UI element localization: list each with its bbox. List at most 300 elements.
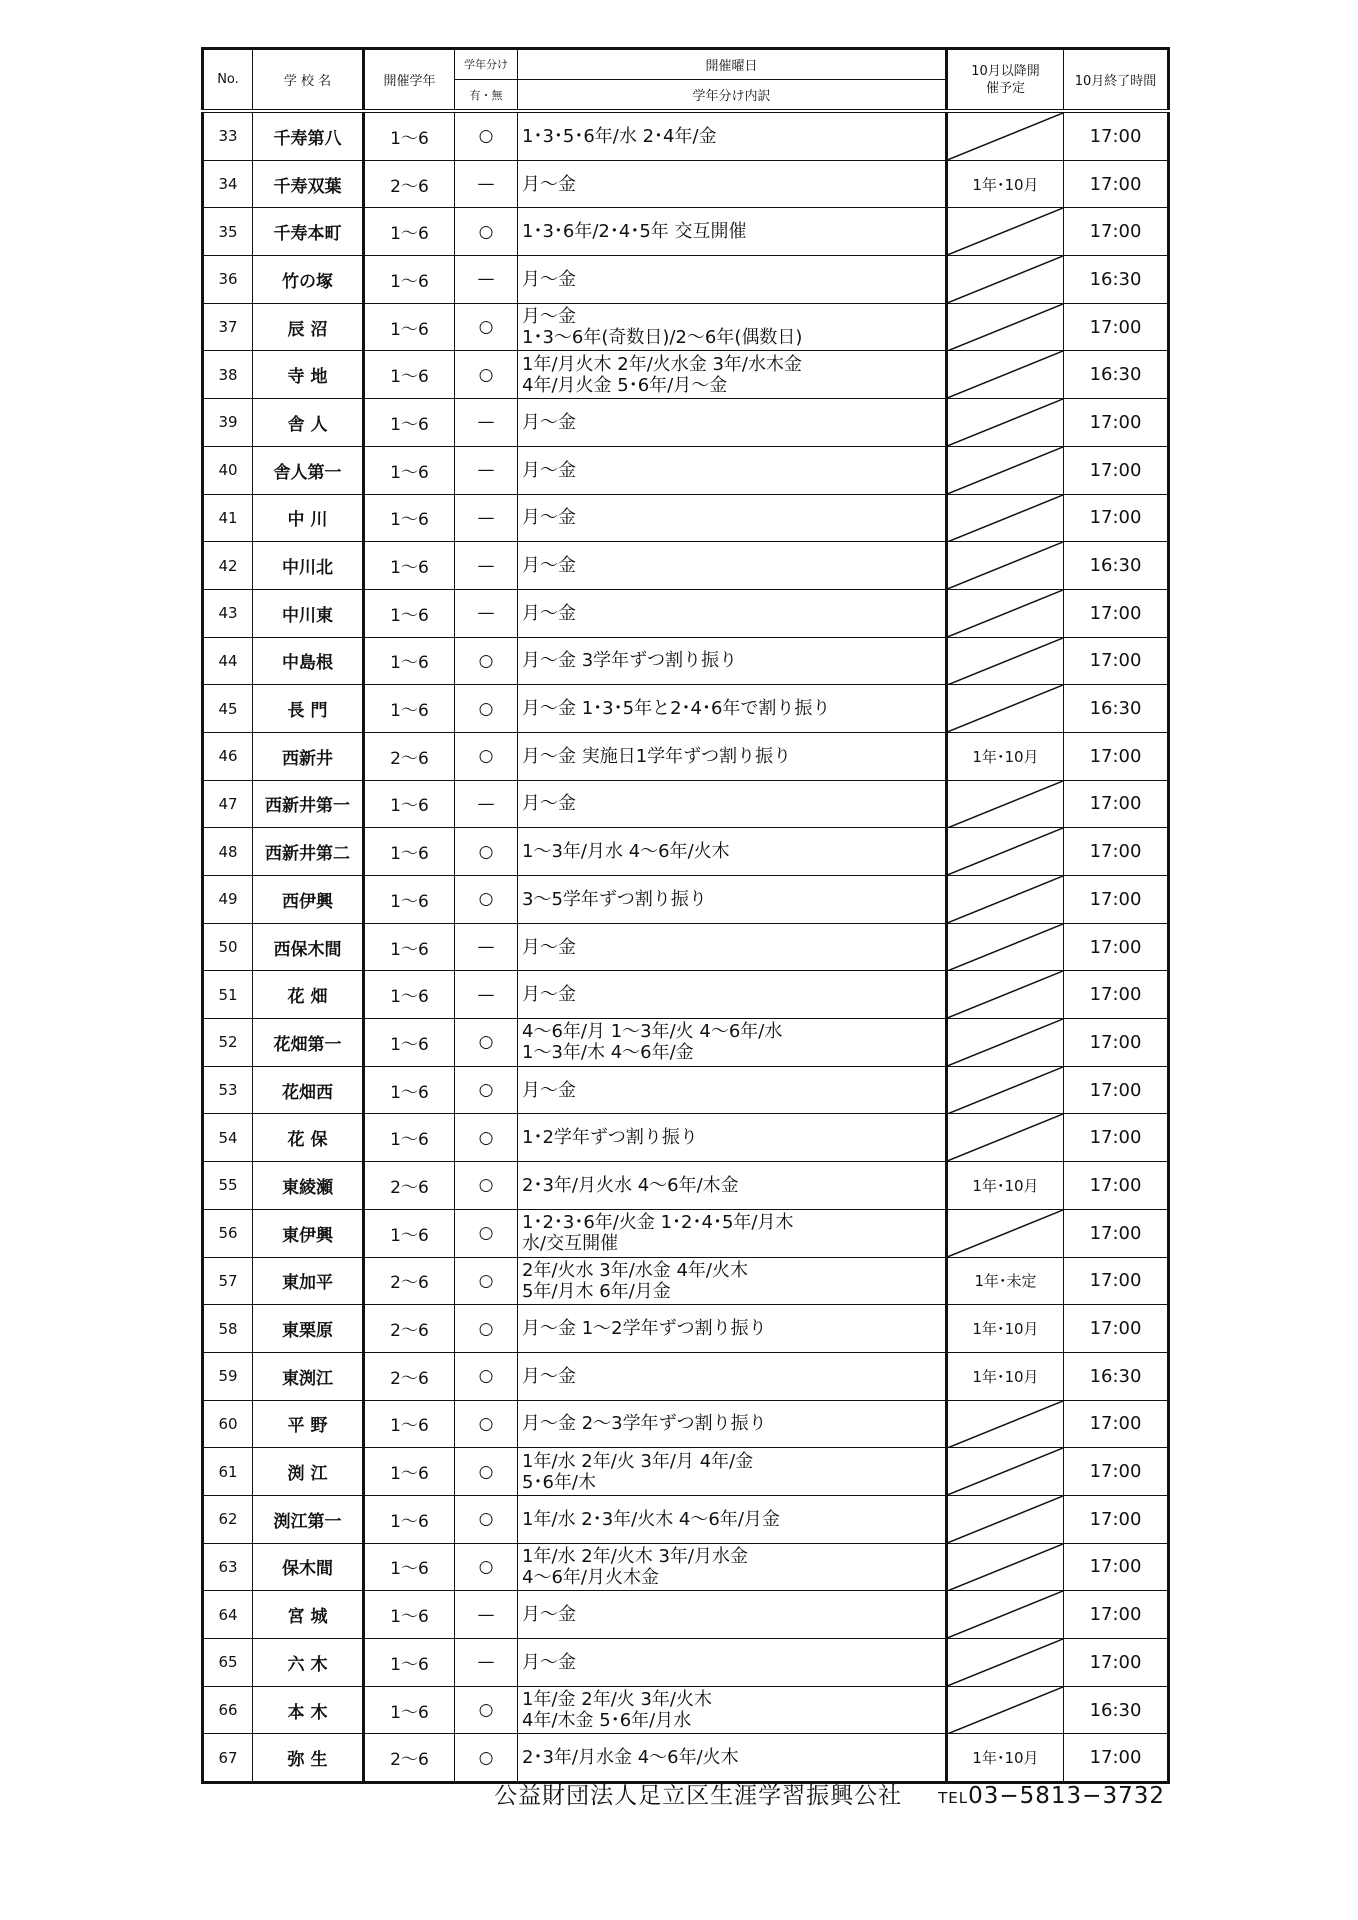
end-time: 17:00: [1064, 1543, 1169, 1591]
october-plan: [947, 351, 1064, 399]
october-plan: [947, 303, 1064, 351]
school-name: 本 木: [253, 1686, 364, 1734]
table-row: [203, 780, 1169, 828]
table-row: [203, 1257, 1169, 1305]
school-name: 中川東: [253, 589, 364, 637]
end-time: 17:00: [1064, 780, 1169, 828]
table-row: [203, 1734, 1169, 1783]
row-number: 50: [203, 923, 253, 971]
diagonal-slash: [948, 590, 1063, 637]
table-row: [203, 1352, 1169, 1400]
grade-split: —: [455, 542, 518, 590]
grade-range: 1〜6: [364, 1686, 455, 1734]
diagonal-slash: [948, 1114, 1063, 1161]
split-detail: 1年/水 2･3年/火木 4〜6年/月金: [518, 1495, 947, 1543]
end-time: 17:00: [1064, 1257, 1169, 1305]
diagonal-slash: [948, 495, 1063, 542]
end-time: 17:00: [1064, 111, 1169, 160]
school-name: 中島根: [253, 637, 364, 685]
october-plan: [947, 256, 1064, 304]
split-detail: 月〜金 1･3･5年と2･4･6年で割り振り: [518, 685, 947, 733]
split-detail: 1年/月火木 2年/火水金 3年/水木金 4年/月火金 5･6年/月〜金: [518, 351, 947, 399]
split-detail: 月〜金: [518, 923, 947, 971]
grade-range: 1〜6: [364, 589, 455, 637]
school-name: 竹の塚: [253, 256, 364, 304]
table-row: [203, 971, 1169, 1019]
grade-range: 1〜6: [364, 1495, 455, 1543]
school-name: 花畑第一: [253, 1019, 364, 1067]
footer-phone: 03−5813−3732: [968, 1783, 1165, 1809]
split-detail: 月〜金: [518, 399, 947, 447]
school-name: 寺 地: [253, 351, 364, 399]
end-time: 17:00: [1064, 1209, 1169, 1257]
school-name: 西新井: [253, 732, 364, 780]
split-detail: 月〜金 1〜2学年ずつ割り振り: [518, 1305, 947, 1353]
october-plan: [947, 876, 1064, 924]
october-plan: [947, 1019, 1064, 1067]
grade-split: ○: [455, 1734, 518, 1783]
end-time: 17:00: [1064, 1400, 1169, 1448]
diagonal-slash: [948, 1687, 1063, 1734]
october-plan: [947, 494, 1064, 542]
end-time: 16:30: [1064, 542, 1169, 590]
header-school: 学 校 名: [253, 49, 364, 112]
row-number: 47: [203, 780, 253, 828]
diagonal-slash: [948, 304, 1063, 351]
grade-range: 2〜6: [364, 1352, 455, 1400]
row-number: 48: [203, 828, 253, 876]
row-number: 39: [203, 399, 253, 447]
table-row: [203, 1066, 1169, 1114]
end-time: 17:00: [1064, 1591, 1169, 1639]
table-row: [203, 303, 1169, 351]
october-plan: [947, 637, 1064, 685]
october-plan: 1年･10月: [947, 1352, 1064, 1400]
row-number: 45: [203, 685, 253, 733]
school-name: 千寿本町: [253, 208, 364, 256]
header-split-yes-no: 有・無: [455, 80, 518, 112]
grade-range: 1〜6: [364, 780, 455, 828]
grade-split: ○: [455, 1019, 518, 1067]
grade-range: 1〜6: [364, 1639, 455, 1687]
school-name: 舎人第一: [253, 446, 364, 494]
table-row: [203, 1400, 1169, 1448]
table-row: [203, 1591, 1169, 1639]
end-time: 17:00: [1064, 446, 1169, 494]
grade-range: 1〜6: [364, 685, 455, 733]
header-split-detail: 学年分け内訳: [518, 80, 947, 112]
split-detail: 月〜金: [518, 160, 947, 208]
grade-split: ○: [455, 208, 518, 256]
table-row: [203, 923, 1169, 971]
table-row: [203, 1162, 1169, 1210]
diagonal-slash: [948, 1544, 1063, 1591]
school-name: 東伊興: [253, 1209, 364, 1257]
row-number: 42: [203, 542, 253, 590]
split-detail: 1年/水 2年/火 3年/月 4年/金 5･6年/木: [518, 1448, 947, 1496]
school-name: 長 門: [253, 685, 364, 733]
grade-range: 1〜6: [364, 399, 455, 447]
row-number: 35: [203, 208, 253, 256]
school-name: 東加平: [253, 1257, 364, 1305]
split-detail: 月〜金: [518, 542, 947, 590]
row-number: 58: [203, 1305, 253, 1353]
header-grades: 開催学年: [364, 49, 455, 112]
grade-range: 1〜6: [364, 542, 455, 590]
grade-range: 1〜6: [364, 637, 455, 685]
table-row: [203, 1543, 1169, 1591]
school-name: 西新井第一: [253, 780, 364, 828]
school-name: 花 保: [253, 1114, 364, 1162]
school-name: 千寿第八: [253, 111, 364, 160]
school-name: 弥 生: [253, 1734, 364, 1783]
end-time: 17:00: [1064, 1066, 1169, 1114]
grade-split: —: [455, 923, 518, 971]
grade-range: 1〜6: [364, 1543, 455, 1591]
grade-split: ○: [455, 303, 518, 351]
grade-split: —: [455, 494, 518, 542]
diagonal-slash: [948, 399, 1063, 446]
row-number: 38: [203, 351, 253, 399]
school-name: 宮 城: [253, 1591, 364, 1639]
grade-range: 1〜6: [364, 351, 455, 399]
end-time: 17:00: [1064, 208, 1169, 256]
october-plan: [947, 1448, 1064, 1496]
diagonal-slash: [948, 876, 1063, 923]
grade-range: 1〜6: [364, 494, 455, 542]
table-row: [203, 732, 1169, 780]
school-name: 花畑西: [253, 1066, 364, 1114]
october-plan: [947, 399, 1064, 447]
row-number: 33: [203, 111, 253, 160]
diagonal-slash: [948, 113, 1063, 160]
october-plan: [947, 1066, 1064, 1114]
row-number: 65: [203, 1639, 253, 1687]
grade-range: 2〜6: [364, 1162, 455, 1210]
row-number: 34: [203, 160, 253, 208]
grade-split: —: [455, 1591, 518, 1639]
split-detail: 1･3･5･6年/水 2･4年/金: [518, 111, 947, 160]
grade-split: ○: [455, 1448, 518, 1496]
school-name: 中 川: [253, 494, 364, 542]
grade-range: 2〜6: [364, 732, 455, 780]
split-detail: 月〜金: [518, 589, 947, 637]
table-row: [203, 1019, 1169, 1067]
table-row: [203, 399, 1169, 447]
end-time: 17:00: [1064, 1019, 1169, 1067]
grade-split: —: [455, 971, 518, 1019]
grade-range: 1〜6: [364, 446, 455, 494]
grade-range: 1〜6: [364, 256, 455, 304]
split-detail: 月〜金 1･3〜6年(奇数日)/2〜6年(偶数日): [518, 303, 947, 351]
end-time: 17:00: [1064, 1114, 1169, 1162]
table-row: [203, 828, 1169, 876]
october-plan: 1年･未定: [947, 1257, 1064, 1305]
row-number: 41: [203, 494, 253, 542]
october-plan: [947, 208, 1064, 256]
school-name: 渕江第一: [253, 1495, 364, 1543]
grade-split: ○: [455, 1114, 518, 1162]
end-time: 17:00: [1064, 1639, 1169, 1687]
row-number: 40: [203, 446, 253, 494]
row-number: 53: [203, 1066, 253, 1114]
footer: [494, 1777, 1165, 1810]
grade-split: ○: [455, 1305, 518, 1353]
school-name: 平 野: [253, 1400, 364, 1448]
grade-split: —: [455, 589, 518, 637]
school-name: 東栗原: [253, 1305, 364, 1353]
grade-split: ○: [455, 1400, 518, 1448]
school-name: 六 木: [253, 1639, 364, 1687]
grade-split: ○: [455, 732, 518, 780]
october-plan: 1年･10月: [947, 1734, 1064, 1783]
grade-range: 2〜6: [364, 160, 455, 208]
end-time: 17:00: [1064, 923, 1169, 971]
end-time: 16:30: [1064, 1686, 1169, 1734]
diagonal-slash: [948, 1210, 1063, 1257]
grade-range: 1〜6: [364, 1448, 455, 1496]
table-row: [203, 446, 1169, 494]
grade-split: —: [455, 780, 518, 828]
row-number: 55: [203, 1162, 253, 1210]
grade-split: —: [455, 446, 518, 494]
grade-range: 1〜6: [364, 208, 455, 256]
diagonal-slash: [948, 1591, 1063, 1638]
table-row: [203, 1495, 1169, 1543]
diagonal-slash: [948, 351, 1063, 398]
diagonal-slash: [948, 924, 1063, 971]
diagonal-slash: [948, 971, 1063, 1018]
split-detail: 1〜3年/月水 4〜6年/火木: [518, 828, 947, 876]
end-time: 17:00: [1064, 1734, 1169, 1783]
row-number: 43: [203, 589, 253, 637]
october-plan: [947, 1114, 1064, 1162]
table-row: [203, 1305, 1169, 1353]
split-detail: 1年/金 2年/火 3年/火木 4年/木金 5･6年/月水: [518, 1686, 947, 1734]
school-name: 東綾瀬: [253, 1162, 364, 1210]
october-plan: [947, 1591, 1064, 1639]
split-detail: 月〜金: [518, 780, 947, 828]
table-row: [203, 494, 1169, 542]
end-time: 17:00: [1064, 828, 1169, 876]
grade-range: 2〜6: [364, 1305, 455, 1353]
split-detail: 4〜6年/月 1〜3年/火 4〜6年/水 1〜3年/木 4〜6年/金: [518, 1019, 947, 1067]
diagonal-slash: [948, 1401, 1063, 1448]
split-detail: 1･2･3･6年/火金 1･2･4･5年/月木 水/交互開催: [518, 1209, 947, 1257]
row-number: 51: [203, 971, 253, 1019]
diagonal-slash: [948, 781, 1063, 828]
october-plan: [947, 780, 1064, 828]
grade-range: 1〜6: [364, 1591, 455, 1639]
table-row: [203, 1209, 1169, 1257]
table-row: [203, 1639, 1169, 1687]
grade-range: 2〜6: [364, 1257, 455, 1305]
grade-split: ○: [455, 351, 518, 399]
row-number: 63: [203, 1543, 253, 1591]
row-number: 67: [203, 1734, 253, 1783]
october-plan: 1年･10月: [947, 1305, 1064, 1353]
end-time: 17:00: [1064, 1495, 1169, 1543]
split-detail: 月〜金: [518, 494, 947, 542]
diagonal-slash: [948, 828, 1063, 875]
grade-split: —: [455, 160, 518, 208]
row-number: 44: [203, 637, 253, 685]
split-detail: 2･3年/月火水 4〜6年/木金: [518, 1162, 947, 1210]
header-split: 学年分け: [455, 49, 518, 80]
school-name: 花 畑: [253, 971, 364, 1019]
row-number: 54: [203, 1114, 253, 1162]
table-row: [203, 208, 1169, 256]
school-name: 舎 人: [253, 399, 364, 447]
row-number: 37: [203, 303, 253, 351]
diagonal-slash: [948, 1019, 1063, 1066]
header-end-time: 10月終了時間: [1064, 49, 1169, 112]
diagonal-slash: [948, 685, 1063, 732]
header-no: No.: [203, 49, 253, 112]
grade-range: 1〜6: [364, 1066, 455, 1114]
october-plan: 1年･10月: [947, 160, 1064, 208]
table-row: [203, 256, 1169, 304]
end-time: 17:00: [1064, 303, 1169, 351]
school-name: 辰 沼: [253, 303, 364, 351]
split-detail: 月〜金: [518, 971, 947, 1019]
row-number: 66: [203, 1686, 253, 1734]
october-plan: 1年･10月: [947, 732, 1064, 780]
diagonal-slash: [948, 208, 1063, 255]
row-number: 52: [203, 1019, 253, 1067]
school-name: 千寿双葉: [253, 160, 364, 208]
split-detail: 2年/火水 3年/水金 4年/火木 5年/月木 6年/月金: [518, 1257, 947, 1305]
split-detail: 月〜金 2〜3学年ずつ割り振り: [518, 1400, 947, 1448]
grade-split: ○: [455, 828, 518, 876]
school-name: 西伊興: [253, 876, 364, 924]
split-detail: 1･2学年ずつ割り振り: [518, 1114, 947, 1162]
grade-split: ○: [455, 637, 518, 685]
diagonal-slash: [948, 447, 1063, 494]
split-detail: 2･3年/月水金 4〜6年/火木: [518, 1734, 947, 1783]
grade-range: 1〜6: [364, 1019, 455, 1067]
end-time: 17:00: [1064, 732, 1169, 780]
end-time: 16:30: [1064, 351, 1169, 399]
row-number: 61: [203, 1448, 253, 1496]
end-time: 17:00: [1064, 1305, 1169, 1353]
end-time: 17:00: [1064, 876, 1169, 924]
october-plan: [947, 1400, 1064, 1448]
row-number: 57: [203, 1257, 253, 1305]
grade-split: —: [455, 1639, 518, 1687]
row-number: 46: [203, 732, 253, 780]
row-number: 62: [203, 1495, 253, 1543]
grade-range: 2〜6: [364, 1734, 455, 1783]
grade-split: ○: [455, 1162, 518, 1210]
row-number: 56: [203, 1209, 253, 1257]
diagonal-slash: [948, 1067, 1063, 1114]
grade-split: ○: [455, 1066, 518, 1114]
diagonal-slash: [948, 1496, 1063, 1543]
split-detail: 月〜金: [518, 1591, 947, 1639]
end-time: 17:00: [1064, 399, 1169, 447]
diagonal-slash: [948, 1448, 1063, 1495]
table-row: [203, 160, 1169, 208]
row-number: 64: [203, 1591, 253, 1639]
grade-range: 1〜6: [364, 971, 455, 1019]
diagonal-slash: [948, 1639, 1063, 1686]
footer-organization: 公益財団法人足立区生涯学習振興公社: [494, 1783, 903, 1809]
tel-label: TEL: [938, 1789, 969, 1807]
diagonal-slash: [948, 542, 1063, 589]
grade-split: ○: [455, 111, 518, 160]
table-row: [203, 637, 1169, 685]
october-plan: [947, 589, 1064, 637]
end-time: 17:00: [1064, 589, 1169, 637]
table-row: [203, 111, 1169, 160]
october-plan: [947, 1543, 1064, 1591]
grade-split: ○: [455, 685, 518, 733]
grade-range: 1〜6: [364, 303, 455, 351]
end-time: 17:00: [1064, 494, 1169, 542]
table-row: [203, 1686, 1169, 1734]
split-detail: 月〜金: [518, 256, 947, 304]
table-row: [203, 1448, 1169, 1496]
end-time: 17:00: [1064, 637, 1169, 685]
grade-range: 1〜6: [364, 876, 455, 924]
end-time: 16:30: [1064, 685, 1169, 733]
school-schedule-table: [201, 47, 1170, 1784]
school-name: 西保木間: [253, 923, 364, 971]
table-row: [203, 685, 1169, 733]
october-plan: [947, 971, 1064, 1019]
october-plan: [947, 685, 1064, 733]
grade-split: ○: [455, 1352, 518, 1400]
october-plan: [947, 1495, 1064, 1543]
end-time: 16:30: [1064, 256, 1169, 304]
grade-range: 1〜6: [364, 923, 455, 971]
grade-range: 1〜6: [364, 1209, 455, 1257]
october-plan: [947, 923, 1064, 971]
school-name: 西新井第二: [253, 828, 364, 876]
school-name: 渕 江: [253, 1448, 364, 1496]
end-time: 17:00: [1064, 1448, 1169, 1496]
grade-split: ○: [455, 1686, 518, 1734]
header-plan: 10月以降開催予定: [947, 49, 1064, 112]
school-name: 中川北: [253, 542, 364, 590]
end-time: 17:00: [1064, 160, 1169, 208]
grade-range: 1〜6: [364, 1114, 455, 1162]
grade-range: 1〜6: [364, 828, 455, 876]
split-detail: 月〜金: [518, 446, 947, 494]
split-detail: 月〜金: [518, 1066, 947, 1114]
table-row: [203, 876, 1169, 924]
october-plan: [947, 111, 1064, 160]
split-detail: 3〜5学年ずつ割り振り: [518, 876, 947, 924]
grade-split: —: [455, 399, 518, 447]
grade-range: 1〜6: [364, 111, 455, 160]
october-plan: [947, 542, 1064, 590]
table-row: [203, 1114, 1169, 1162]
diagonal-slash: [948, 256, 1063, 303]
school-name: 保木間: [253, 1543, 364, 1591]
grade-split: ○: [455, 1257, 518, 1305]
table-row: [203, 542, 1169, 590]
split-detail: 1･3･6年/2･4･5年 交互開催: [518, 208, 947, 256]
split-detail: 1年/水 2年/火木 3年/月水金 4〜6年/月火木金: [518, 1543, 947, 1591]
row-number: 36: [203, 256, 253, 304]
school-name: 東渕江: [253, 1352, 364, 1400]
grade-split: ○: [455, 1543, 518, 1591]
table-row: [203, 589, 1169, 637]
end-time: 17:00: [1064, 971, 1169, 1019]
october-plan: [947, 1639, 1064, 1687]
